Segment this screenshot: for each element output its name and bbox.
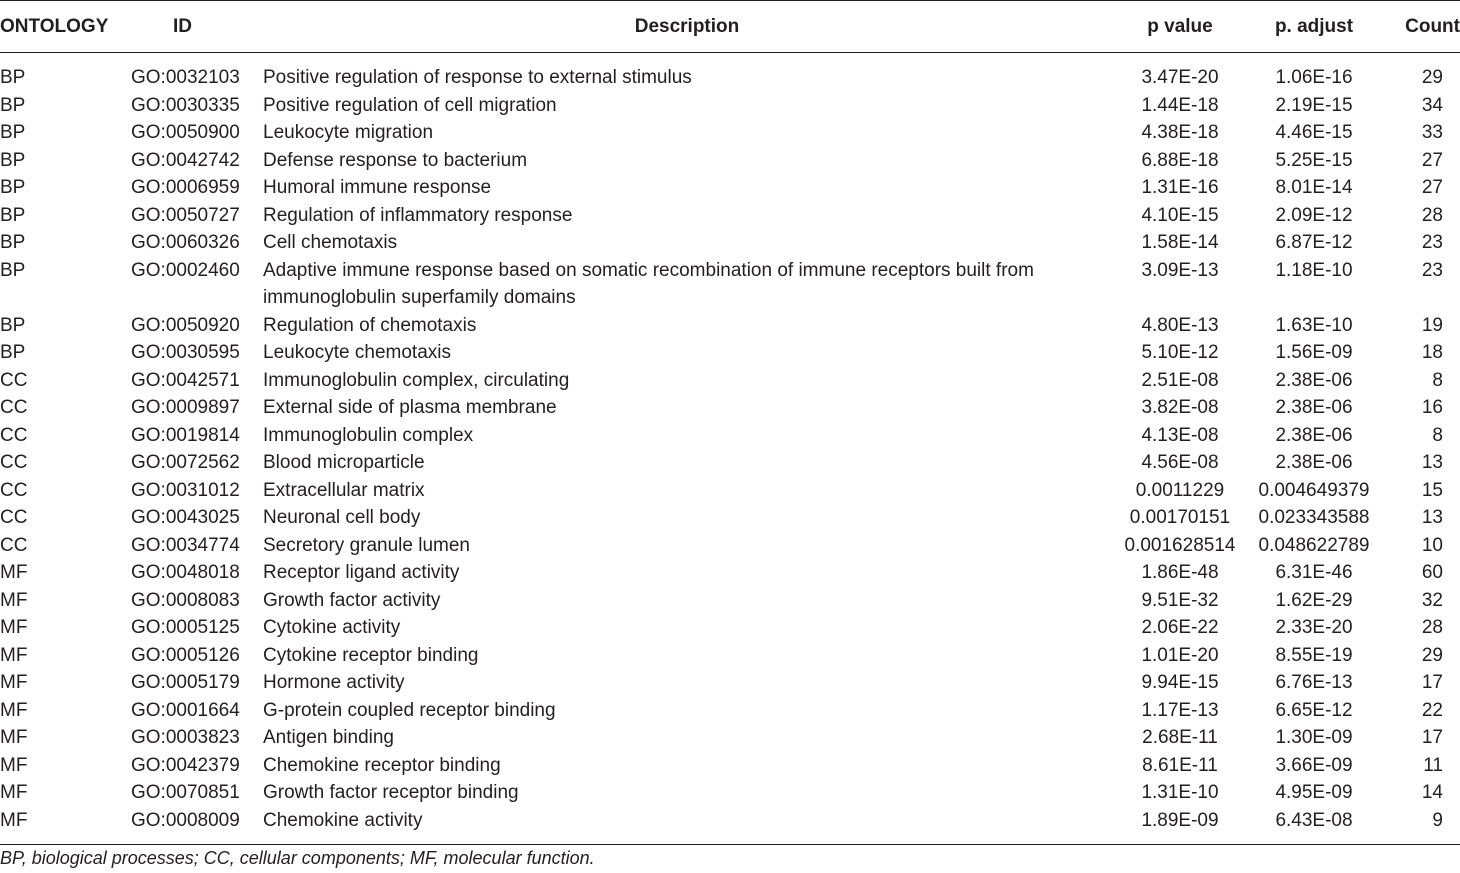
- cell-count: 29: [1421, 67, 1443, 88]
- cell-p-adjust: 6.76E-13: [1275, 672, 1353, 693]
- cell-p-value: 0.001628514: [1124, 534, 1236, 556]
- description-line: immunoglobulin superfamily domains: [263, 287, 576, 308]
- cell-ontology: CC: [0, 534, 28, 556]
- cell-ontology: BP: [0, 259, 26, 281]
- cell-count: 17: [1421, 727, 1443, 748]
- description-line: Secretory granule lumen: [263, 534, 470, 556]
- cell-p-value: 3.47E-20: [1141, 67, 1219, 88]
- cell-description: [263, 339, 1111, 367]
- description-line: Growth factor activity: [263, 589, 441, 611]
- cell-ontology: MF: [0, 617, 28, 638]
- cell-go-id: GO:0001664: [131, 699, 240, 721]
- cell-go-id: GO:0072562: [131, 452, 240, 473]
- description-line: External side of plasma membrane: [263, 397, 557, 418]
- cell-description: [263, 367, 1111, 395]
- cell-description: [263, 807, 1111, 845]
- description-line: Antigen binding: [263, 727, 394, 748]
- description-line: Neuronal cell body: [263, 507, 421, 528]
- cell-go-id: GO:0003823: [131, 727, 240, 748]
- cell-p-adjust: 5.25E-15: [1275, 149, 1353, 171]
- cell-p-value: 1.31E-16: [1141, 177, 1219, 198]
- description-line: Positive regulation of cell migration: [263, 94, 557, 116]
- cell-ontology: CC: [0, 424, 28, 446]
- cell-p-adjust: 1.30E-09: [1275, 727, 1353, 748]
- cell-description: [263, 312, 1111, 340]
- description-line: Cell chemotaxis: [263, 232, 398, 253]
- cell-count: 23: [1421, 259, 1443, 281]
- cell-count: 8: [1432, 424, 1443, 446]
- cell-p-adjust: 2.09E-12: [1275, 204, 1353, 226]
- description-line: Regulation of chemotaxis: [263, 314, 477, 336]
- cell-count: 8: [1432, 369, 1443, 391]
- header-ontology: ONTOLOGY: [0, 1, 125, 53]
- cell-p-value: 1.31E-10: [1141, 782, 1219, 803]
- header-id: ID: [125, 1, 263, 53]
- cell-p-adjust: 0.048622789: [1258, 534, 1370, 556]
- cell-go-id: GO:0060326: [131, 232, 240, 253]
- cell-p-adjust: 4.95E-09: [1275, 782, 1353, 803]
- cell-p-value: 1.17E-13: [1141, 699, 1219, 721]
- cell-go-id: GO:0032103: [131, 67, 240, 88]
- cell-go-id: GO:0042571: [131, 369, 240, 391]
- cell-p-adjust: 2.38E-06: [1275, 397, 1353, 418]
- cell-go-id: GO:0034774: [131, 534, 240, 556]
- cell-p-value: 0.0011229: [1135, 479, 1225, 501]
- description-line: Defense response to bacterium: [263, 149, 528, 171]
- cell-description: [263, 642, 1111, 670]
- table-row: [0, 559, 1460, 587]
- cell-count: 11: [1423, 754, 1443, 776]
- cell-ontology: CC: [0, 479, 28, 501]
- cell-description: [263, 202, 1111, 230]
- table-row: [0, 229, 1460, 257]
- header-description: Description: [263, 1, 1111, 53]
- table-row: [0, 642, 1460, 670]
- table-row: [0, 669, 1460, 697]
- header-count: Count: [1379, 1, 1460, 53]
- cell-count: 18: [1421, 342, 1443, 363]
- cell-p-adjust: 2.19E-15: [1275, 94, 1353, 116]
- table-row: [0, 477, 1460, 505]
- cell-description: [263, 724, 1111, 752]
- cell-description: [263, 147, 1111, 175]
- cell-p-adjust: 1.56E-09: [1275, 342, 1353, 363]
- cell-count: 28: [1421, 204, 1443, 226]
- cell-description: [263, 53, 1111, 92]
- description-line: Chemokine activity: [263, 809, 423, 831]
- table-row: [0, 449, 1460, 477]
- cell-description: [263, 532, 1111, 560]
- cell-p-value: 2.51E-08: [1141, 369, 1219, 391]
- cell-p-value: 3.09E-13: [1141, 259, 1219, 281]
- description-line: Extracellular matrix: [263, 479, 425, 501]
- description-line: Chemokine receptor binding: [263, 754, 501, 776]
- cell-p-adjust: 6.43E-08: [1275, 809, 1353, 831]
- cell-p-adjust: 2.38E-06: [1275, 424, 1353, 446]
- description-line: Regulation of inflammatory response: [263, 204, 573, 226]
- cell-count: 34: [1421, 94, 1443, 116]
- description-line: Adaptive immune response based on somatic recombination of immune receptors built from: [263, 259, 1034, 281]
- cell-p-value: 2.68E-11: [1142, 727, 1218, 748]
- table-row: [0, 367, 1460, 395]
- description-line: Humoral immune response: [263, 177, 492, 198]
- cell-description: [263, 779, 1111, 807]
- cell-go-id: GO:0005126: [131, 644, 240, 666]
- cell-p-value: 6.88E-18: [1141, 149, 1219, 171]
- cell-p-value: 1.86E-48: [1141, 562, 1219, 583]
- table-row: [0, 807, 1460, 845]
- cell-go-id: GO:0008083: [131, 589, 240, 611]
- cell-count: 10: [1421, 534, 1443, 556]
- cell-description: [263, 504, 1111, 532]
- description-line: Growth factor receptor binding: [263, 782, 519, 803]
- cell-count: 33: [1421, 122, 1443, 143]
- cell-count: 32: [1421, 589, 1443, 611]
- cell-go-id: GO:0008009: [131, 809, 240, 831]
- cell-count: 13: [1421, 452, 1443, 473]
- cell-p-value: 4.56E-08: [1141, 452, 1219, 473]
- table-row: [0, 119, 1460, 147]
- cell-go-id: GO:0048018: [131, 562, 240, 583]
- cell-ontology: MF: [0, 754, 28, 776]
- cell-p-adjust: 6.65E-12: [1275, 699, 1353, 721]
- cell-count: 15: [1421, 479, 1443, 501]
- cell-p-value: 2.06E-22: [1141, 617, 1219, 638]
- cell-ontology: CC: [0, 369, 28, 391]
- cell-description: [263, 697, 1111, 725]
- table-row: [0, 53, 1460, 92]
- table-row: [0, 724, 1460, 752]
- cell-p-adjust: 1.18E-10: [1275, 259, 1353, 281]
- cell-description: [263, 394, 1111, 422]
- cell-count: 27: [1421, 149, 1443, 171]
- cell-p-adjust: 1.06E-16: [1275, 67, 1353, 88]
- table-row: [0, 504, 1460, 532]
- cell-description: [263, 614, 1111, 642]
- cell-description: [263, 587, 1111, 615]
- cell-ontology: BP: [0, 122, 26, 143]
- cell-count: 29: [1421, 644, 1443, 666]
- cell-count: 27: [1421, 177, 1443, 198]
- table-row: [0, 202, 1460, 230]
- cell-p-value: 0.00170151: [1129, 507, 1231, 528]
- cell-ontology: BP: [0, 177, 26, 198]
- table-row: [0, 697, 1460, 725]
- description-line: Leukocyte migration: [263, 122, 434, 143]
- cell-p-adjust: 8.55E-19: [1275, 644, 1353, 666]
- cell-go-id: GO:0042379: [131, 754, 240, 776]
- cell-p-value: 4.80E-13: [1141, 314, 1219, 336]
- header-row: [0, 1, 1460, 53]
- cell-ontology: BP: [0, 204, 26, 226]
- table-body: [0, 53, 1460, 845]
- cell-description: [263, 174, 1111, 202]
- table-row: [0, 779, 1460, 807]
- table-row: [0, 147, 1460, 175]
- cell-description: [263, 559, 1111, 587]
- cell-go-id: GO:0006959: [131, 177, 240, 198]
- cell-count: 23: [1421, 232, 1443, 253]
- cell-count: 17: [1421, 672, 1443, 693]
- table-row: [0, 422, 1460, 450]
- cell-go-id: GO:0042742: [131, 149, 240, 171]
- cell-ontology: BP: [0, 314, 26, 336]
- cell-ontology: MF: [0, 644, 28, 666]
- cell-go-id: GO:0019814: [131, 424, 240, 446]
- cell-go-id: GO:0050900: [131, 122, 240, 143]
- cell-ontology: CC: [0, 507, 28, 528]
- cell-p-value: 4.10E-15: [1141, 204, 1219, 226]
- cell-count: 28: [1421, 617, 1443, 638]
- description-line: Immunoglobulin complex: [263, 424, 474, 446]
- cell-ontology: CC: [0, 397, 28, 418]
- cell-go-id: GO:0002460: [131, 259, 240, 281]
- cell-p-adjust: 3.66E-09: [1275, 754, 1353, 776]
- cell-count: 16: [1421, 397, 1443, 418]
- cell-p-adjust: 0.004649379: [1258, 479, 1370, 501]
- cell-p-adjust: 6.31E-46: [1275, 562, 1353, 583]
- table-row: [0, 339, 1460, 367]
- description-line: Immunoglobulin complex, circulating: [263, 369, 570, 391]
- cell-description: [263, 119, 1111, 147]
- cell-go-id: GO:0050920: [131, 314, 240, 336]
- table-footnote: BP, biological processes; CC, cellular components; MF, molecular function.: [0, 848, 595, 868]
- cell-ontology: BP: [0, 67, 26, 88]
- table-row: [0, 532, 1460, 560]
- description-line: Cytokine receptor binding: [263, 644, 479, 666]
- cell-ontology: MF: [0, 727, 28, 748]
- cell-ontology: MF: [0, 809, 28, 831]
- cell-p-adjust: 0.023343588: [1258, 507, 1370, 528]
- cell-ontology: BP: [0, 94, 26, 116]
- table-header: [0, 1, 1460, 53]
- cell-ontology: BP: [0, 232, 26, 253]
- cell-go-id: GO:0009897: [131, 397, 240, 418]
- cell-count: 22: [1421, 699, 1443, 721]
- cell-go-id: GO:0031012: [131, 479, 240, 501]
- description-line: Blood microparticle: [263, 452, 425, 473]
- cell-ontology: MF: [0, 562, 28, 583]
- cell-description: [263, 257, 1111, 312]
- cell-go-id: GO:0030335: [131, 94, 240, 116]
- cell-go-id: GO:0070851: [131, 782, 240, 803]
- description-line: Leukocyte chemotaxis: [263, 342, 451, 363]
- description-line: Hormone activity: [263, 672, 405, 693]
- cell-go-id: GO:0005125: [131, 617, 240, 638]
- cell-ontology: BP: [0, 342, 26, 363]
- cell-ontology: MF: [0, 699, 28, 721]
- cell-p-adjust: 4.46E-15: [1275, 122, 1353, 143]
- cell-p-adjust: 2.38E-06: [1275, 452, 1353, 473]
- table-row: [0, 394, 1460, 422]
- cell-p-adjust: 1.63E-10: [1275, 314, 1353, 336]
- cell-description: [263, 449, 1111, 477]
- table-row: [0, 174, 1460, 202]
- cell-p-value: 3.82E-08: [1141, 397, 1219, 418]
- cell-description: [263, 229, 1111, 257]
- cell-count: 14: [1421, 782, 1443, 803]
- description-line: G-protein coupled receptor binding: [263, 699, 556, 721]
- table-row: [0, 587, 1460, 615]
- cell-p-value: 1.58E-14: [1141, 232, 1219, 253]
- cell-p-value: 1.01E-20: [1141, 644, 1219, 666]
- cell-p-adjust: 6.87E-12: [1275, 232, 1353, 253]
- description-line: Positive regulation of response to external stimulus: [263, 67, 692, 88]
- description-line: Receptor ligand activity: [263, 562, 460, 583]
- cell-p-value: 1.44E-18: [1141, 94, 1219, 116]
- cell-count: 13: [1421, 507, 1443, 528]
- cell-p-adjust: 1.62E-29: [1275, 589, 1353, 611]
- cell-description: [263, 422, 1111, 450]
- cell-go-id: GO:0030595: [131, 342, 240, 363]
- cell-count: 19: [1421, 314, 1443, 336]
- cell-description: [263, 752, 1111, 780]
- cell-description: [263, 477, 1111, 505]
- table-row: [0, 312, 1460, 340]
- cell-p-value: 4.38E-18: [1141, 122, 1219, 143]
- cell-p-value: 1.89E-09: [1141, 809, 1219, 831]
- cell-ontology: MF: [0, 782, 28, 803]
- cell-p-adjust: 8.01E-14: [1275, 177, 1353, 198]
- cell-count: 60: [1421, 562, 1443, 583]
- cell-ontology: CC: [0, 452, 28, 473]
- cell-description: [263, 92, 1111, 120]
- table-row: [0, 92, 1460, 120]
- cell-p-adjust: 2.38E-06: [1275, 369, 1353, 391]
- cell-go-id: GO:0005179: [131, 672, 240, 693]
- header-p-value: p value: [1111, 1, 1249, 53]
- cell-ontology: BP: [0, 149, 26, 171]
- cell-p-value: 4.13E-08: [1141, 424, 1219, 446]
- cell-p-value: 5.10E-12: [1141, 342, 1219, 363]
- cell-go-id: GO:0043025: [131, 507, 240, 528]
- description-line: Cytokine activity: [263, 617, 401, 638]
- header-p-adjust: p. adjust: [1249, 1, 1379, 53]
- cell-p-value: 9.51E-32: [1141, 589, 1219, 611]
- table-row: [0, 752, 1460, 780]
- table-row: [0, 614, 1460, 642]
- cell-p-value: 9.94E-15: [1141, 672, 1219, 693]
- cell-count: 9: [1432, 809, 1443, 831]
- cell-ontology: MF: [0, 589, 28, 611]
- cell-p-value: 8.61E-11: [1142, 754, 1218, 776]
- cell-p-adjust: 2.33E-20: [1275, 617, 1353, 638]
- cell-go-id: GO:0050727: [131, 204, 240, 226]
- cell-ontology: MF: [0, 672, 28, 693]
- cell-description: [263, 669, 1111, 697]
- table-row: [0, 257, 1460, 312]
